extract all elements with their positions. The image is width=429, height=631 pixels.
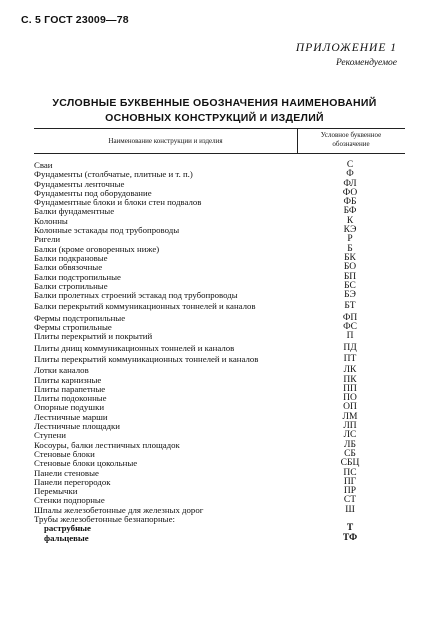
row-name: Фундаменты ленточные bbox=[34, 178, 125, 189]
row-code: БС bbox=[344, 280, 356, 291]
row-code: Ф bbox=[346, 169, 354, 180]
column-header-code-line1: Условное буквенное bbox=[320, 131, 382, 139]
row-code: ФБ bbox=[343, 197, 357, 208]
row-name: Плиты карнизные bbox=[34, 374, 102, 385]
table-row bbox=[34, 344, 405, 353]
row-name: Ступени bbox=[34, 430, 66, 441]
row-code: П bbox=[346, 331, 354, 342]
table-row bbox=[34, 302, 405, 311]
row-name: Панели стеновые bbox=[34, 467, 99, 478]
row-code: С bbox=[346, 160, 354, 170]
row-code: ЛС bbox=[343, 430, 357, 441]
row-code: БФ bbox=[343, 206, 357, 217]
row-code: ЛМ bbox=[342, 411, 358, 422]
row-code: БП bbox=[343, 271, 357, 282]
row-code: ЛБ bbox=[344, 439, 356, 450]
row-name: Фундаментные блоки и блоки стен подвалов bbox=[34, 197, 202, 208]
page-header: С. 5 ГОСТ 23009—78 bbox=[21, 14, 129, 26]
table-row bbox=[34, 534, 405, 543]
row-name: Стеновые блоки bbox=[34, 448, 95, 459]
appendix-label bbox=[296, 42, 397, 68]
row-code: К bbox=[346, 215, 354, 226]
row-name: Опорные подушки bbox=[34, 402, 105, 413]
document-title-line1: УСЛОВНЫЕ БУКВЕННЫЕ ОБОЗНАЧЕНИЯ НАИМЕНОВАНИЙ bbox=[52, 97, 377, 109]
row-code: ПГ bbox=[343, 476, 357, 487]
column-header-code-line2: обозначение bbox=[332, 140, 370, 148]
row-name: Фундаменты (столбчатые, плитные и т. п.) bbox=[34, 169, 193, 180]
row-name: Балки подстропильные bbox=[34, 271, 121, 282]
row-code: БО bbox=[343, 262, 357, 273]
row-name: Фундаменты под оборудование bbox=[34, 187, 152, 198]
row-name: Плиты перекрытий и покрытий bbox=[34, 331, 153, 342]
row-code: ОП bbox=[343, 402, 357, 413]
row-name: Фермы стропильные bbox=[34, 322, 112, 333]
row-name: Стеновые блоки цокольные bbox=[34, 458, 138, 469]
row-name: раструбные bbox=[44, 523, 91, 534]
row-code: ПР bbox=[343, 486, 357, 497]
table-top-rule bbox=[34, 128, 405, 129]
row-code: БК bbox=[344, 252, 356, 263]
row-name: Плиты подоконные bbox=[34, 393, 107, 404]
document-title-line2: ОСНОВНЫХ КОНСТРУКЦИЙ И ИЗДЕЛИЙ bbox=[105, 112, 324, 124]
row-name: Фермы подстропильные bbox=[34, 312, 126, 323]
row-name: Лестничные площадки bbox=[34, 421, 120, 432]
appendix-subtitle: Рекомендуемое bbox=[335, 58, 397, 68]
row-name: Колонные эстакады под трубопроводы bbox=[34, 225, 180, 236]
row-name: Трубы железобетонные безнапорные: bbox=[34, 513, 175, 524]
row-name: Плиты днищ коммуникационных тоннелей и каналов bbox=[34, 342, 235, 353]
row-name: Ригели bbox=[34, 234, 61, 245]
row-code: КЭ bbox=[343, 225, 357, 236]
row-code: Р bbox=[347, 234, 353, 245]
row-name: Перемычки bbox=[34, 486, 78, 497]
row-name: Балки перекрытий коммуникационных тоннелей и каналов bbox=[34, 301, 256, 312]
table-body bbox=[34, 161, 405, 543]
row-code: СБЦ bbox=[340, 458, 360, 469]
row-code: ФС bbox=[343, 322, 357, 333]
row-code: ЛП bbox=[343, 421, 357, 432]
table-row bbox=[34, 355, 405, 364]
row-name: Балки стропильные bbox=[34, 280, 108, 291]
row-code: СТ bbox=[343, 495, 357, 506]
row-name: Лестничные марши bbox=[34, 411, 108, 422]
row-name: фальцевые bbox=[44, 532, 89, 543]
row-code: БЭ bbox=[344, 290, 356, 301]
row-code: ФО bbox=[342, 187, 358, 198]
row-name: Панели перегородок bbox=[34, 476, 111, 487]
row-code: ПС bbox=[343, 467, 357, 478]
row-name: Балки обвязочные bbox=[34, 262, 103, 273]
row-code: ФП bbox=[342, 312, 358, 323]
table-row bbox=[34, 332, 405, 341]
row-name: Балки фундаментные bbox=[34, 206, 115, 217]
row-code: СБ bbox=[344, 448, 356, 459]
row-code: ПД bbox=[343, 342, 357, 353]
row-code: ФЛ bbox=[343, 178, 357, 189]
row-code: БТ bbox=[344, 301, 356, 312]
row-code: Ш bbox=[345, 504, 355, 515]
row-code: ЛК bbox=[343, 365, 357, 376]
row-name: Шпалы железобетонные для железных дорог bbox=[34, 504, 204, 515]
row-code: Т bbox=[346, 523, 354, 534]
row-name: Колонны bbox=[34, 215, 68, 226]
document-title bbox=[0, 96, 429, 126]
row-name: Лотки каналов bbox=[34, 365, 89, 376]
column-header-name: Наименование конструкции и изделия bbox=[108, 137, 223, 145]
row-code: Б bbox=[347, 243, 353, 254]
row-name: Балки (кроме оговоренных ниже) bbox=[34, 243, 160, 254]
row-code: ПТ bbox=[343, 353, 357, 364]
column-header-code bbox=[297, 131, 405, 149]
row-name: Косоуры, балки лестничных площадок bbox=[34, 439, 180, 450]
appendix-title: ПРИЛОЖЕНИЕ 1 bbox=[295, 42, 397, 54]
table-row bbox=[34, 291, 405, 300]
row-name: Плиты парапетные bbox=[34, 383, 106, 394]
row-code: ПК bbox=[343, 374, 357, 385]
row-name: Стенки подпорные bbox=[34, 495, 105, 506]
row-code: ТФ bbox=[342, 532, 358, 543]
row-name: Сваи bbox=[34, 160, 53, 170]
row-code: ПО bbox=[343, 393, 357, 404]
table-header-rule bbox=[34, 153, 405, 154]
row-name: Плиты перекрытий коммуникационных тоннелей и каналов bbox=[34, 353, 259, 364]
row-name: Балки пролетных строений эстакад под трубопроводы bbox=[34, 290, 238, 301]
row-name: Балки подкрановые bbox=[34, 252, 108, 263]
row-code: ПП bbox=[343, 383, 357, 394]
